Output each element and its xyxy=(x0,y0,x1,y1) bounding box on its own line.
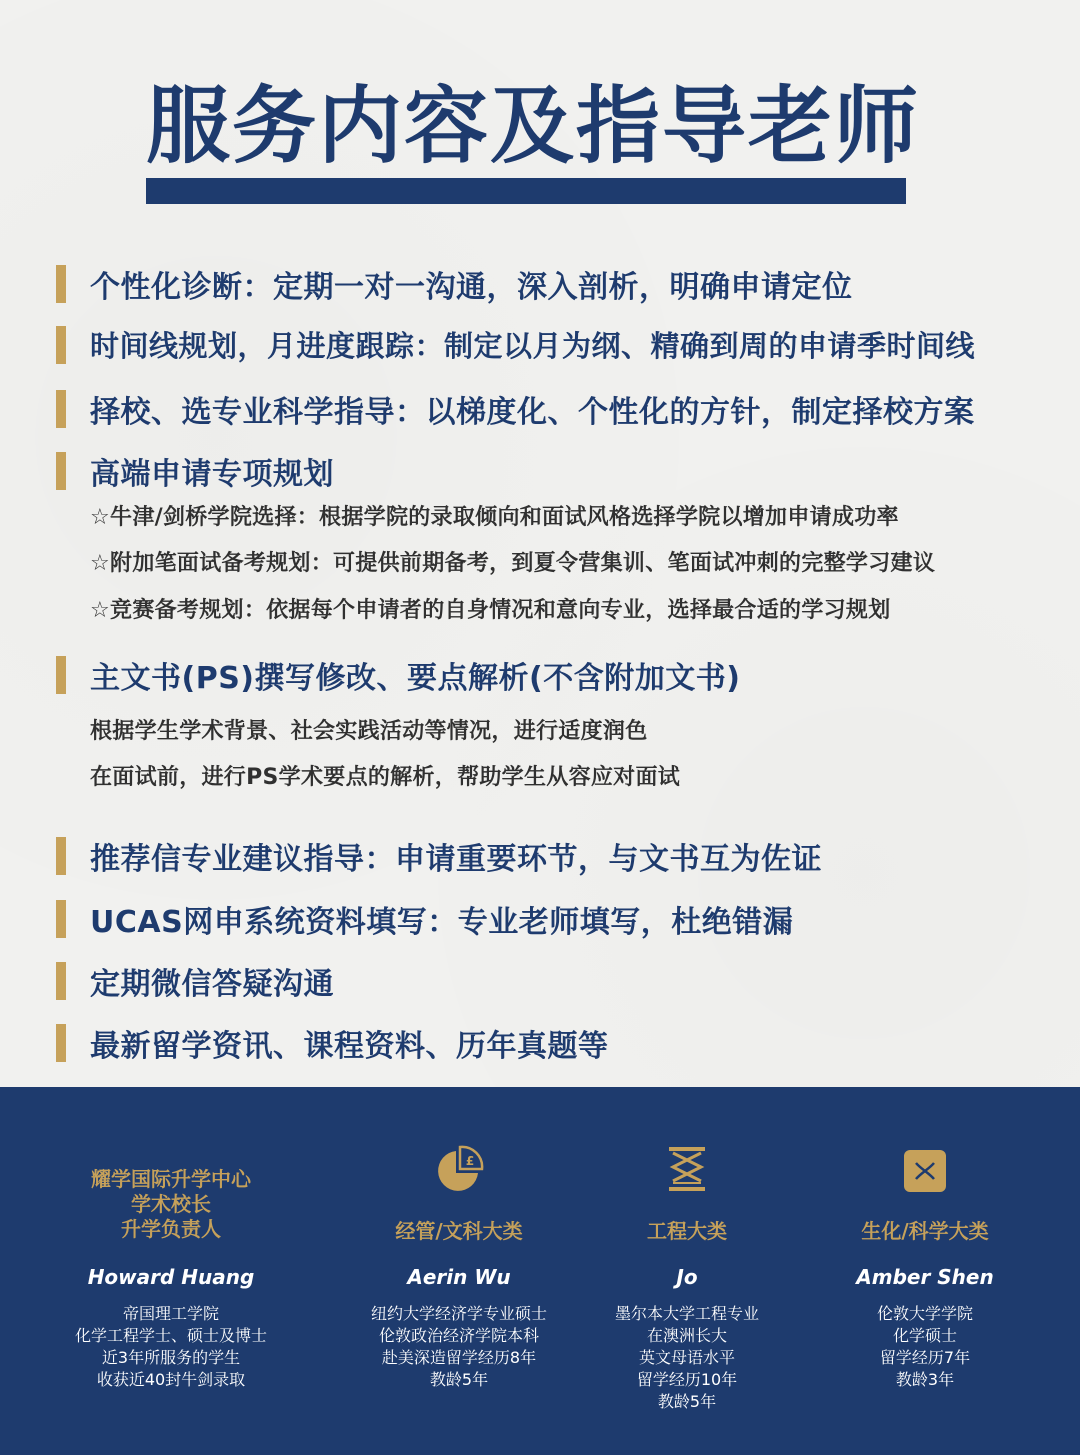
svg-text:£: £ xyxy=(465,1154,475,1168)
service-item xyxy=(56,834,822,878)
service-item-label: 最新留学资讯、课程资料、历年真题等 xyxy=(90,1029,609,1064)
teacher-bio xyxy=(552,1303,822,1413)
teacher-heading-line: 升学负责人 xyxy=(121,1217,221,1241)
teacher-heading xyxy=(36,1167,306,1242)
item-marker xyxy=(56,265,66,303)
teacher-heading-line: 学术校长 xyxy=(131,1192,211,1216)
title-underline xyxy=(146,178,906,204)
teacher-heading-line: 耀学国际升学中心 xyxy=(91,1167,251,1191)
service-item xyxy=(56,387,975,431)
teacher-name: Amber Shen xyxy=(856,1265,994,1289)
teacher-heading xyxy=(552,1219,822,1244)
teacher-bio xyxy=(790,1303,1060,1391)
special-sub-item: ☆竞赛备考规划：依据每个申请者的自身情况和意向专业，选择最合适的学习规划 xyxy=(90,598,891,623)
teacher-bio-line: 教龄3年 xyxy=(895,1370,955,1389)
service-item xyxy=(56,653,740,697)
service-item-label: 时间线规划，月进度跟踪：制定以月为纲、精确到周的申请季时间线 xyxy=(90,329,976,363)
pie-chart-pound-icon xyxy=(434,1145,484,1199)
ps-sub-item: 在面试前，进行PS学术要点的解析，帮助学生从容应对面试 xyxy=(90,765,681,790)
teacher-bio-line: 收获近40封牛剑录取 xyxy=(96,1370,246,1389)
special-sub-item: ☆牛津/剑桥学院选择：根据学院的录取倾向和面试风格选择学院以增加申请成功率 xyxy=(90,505,899,530)
item-marker xyxy=(56,962,66,1000)
service-item xyxy=(56,262,853,306)
teacher-bio-line: 化学硕士 xyxy=(892,1326,957,1345)
scissor-lift-icon xyxy=(665,1145,709,1197)
dna-icon xyxy=(903,1149,947,1197)
teacher-bio-line: 留学经历10年 xyxy=(636,1370,738,1389)
ps-sub-item: 根据学生学术背景、社会实践活动等情况，进行适度润色 xyxy=(90,719,648,744)
teacher-bio-line: 赴美深造留学经历8年 xyxy=(381,1348,537,1367)
service-item-label: 择校、选专业科学指导：以梯度化、个性化的方针，制定择校方案 xyxy=(90,395,975,430)
teacher-bio-line: 纽约大学经济学专业硕士 xyxy=(370,1304,547,1323)
teacher-bio-line: 化学工程学士、硕士及博士 xyxy=(74,1326,267,1345)
item-marker xyxy=(56,900,66,938)
service-item-label: 主文书(PS)撰写修改、要点解析(不含附加文书) xyxy=(90,661,741,696)
teacher-bio xyxy=(36,1303,306,1391)
service-item xyxy=(56,897,793,941)
service-item-label: 定期微信答疑沟通 xyxy=(90,967,334,1002)
teacher-name: Aerin Wu xyxy=(407,1265,511,1289)
special-sub-item: ☆附加笔面试备考规划：可提供前期备考，到夏令营集训、笔面试冲刺的完整学习建议 xyxy=(90,551,936,576)
service-item xyxy=(56,449,334,493)
service-item-label: 个性化诊断：定期一对一沟通，深入剖析，明确申请定位 xyxy=(90,270,853,305)
teacher-bio-line: 教龄5年 xyxy=(657,1392,717,1411)
item-marker xyxy=(56,656,66,694)
teacher-bio-line: 伦敦大学学院 xyxy=(876,1304,973,1323)
teacher-heading-line: 经管/文科大类 xyxy=(395,1219,523,1243)
teacher-bio-line: 帝国理工学院 xyxy=(122,1304,219,1323)
service-item-label: 高端申请专项规划 xyxy=(90,457,334,492)
teacher-bio-line: 在澳洲长大 xyxy=(646,1326,727,1345)
teachers-section xyxy=(0,1087,1080,1455)
teacher-bio-line: 英文母语水平 xyxy=(638,1348,735,1367)
teacher-heading-line: 生化/科学大类 xyxy=(861,1219,989,1243)
item-marker xyxy=(56,837,66,875)
item-marker xyxy=(56,452,66,490)
service-item xyxy=(56,959,334,1003)
teacher-bio-line: 教龄5年 xyxy=(429,1370,489,1389)
item-marker xyxy=(56,1024,66,1062)
page-title: 服务内容及指导老师 xyxy=(146,77,921,175)
service-item xyxy=(56,1021,609,1065)
teacher-bio-line: 墨尔本大学工程专业 xyxy=(614,1304,759,1323)
service-item xyxy=(56,324,975,365)
item-marker xyxy=(56,326,66,364)
teacher-bio-line: 近3年所服务的学生 xyxy=(101,1348,241,1367)
teacher-bio-line: 伦敦政治经济学院本科 xyxy=(378,1326,539,1345)
item-marker xyxy=(56,390,66,428)
teacher-name: Howard Huang xyxy=(87,1265,255,1289)
teacher-heading-line: 工程大类 xyxy=(647,1219,727,1243)
teacher-heading xyxy=(790,1219,1060,1244)
teacher-bio-line: 留学经历7年 xyxy=(879,1348,971,1367)
service-item-label: UCAS网申系统资料填写：专业老师填写，杜绝错漏 xyxy=(90,905,794,940)
teacher-name: Jo xyxy=(676,1265,698,1289)
service-item-label: 推荐信专业建议指导：申请重要环节，与文书互为佐证 xyxy=(90,842,822,877)
